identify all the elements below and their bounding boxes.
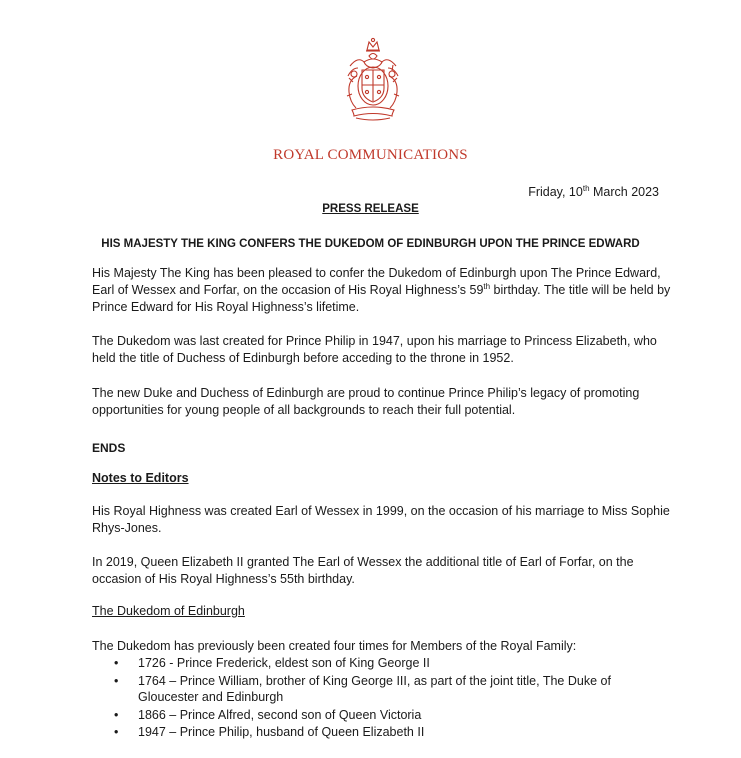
paragraph-announcement [92,265,672,316]
list-item [92,673,672,706]
dukedom-list [92,655,672,742]
announcement-text-before: His Majesty The King has been pleased to confer the Dukedom of Edinburgh upon The Prince Edward, Earl of Wessex and Forfar, on the occasion of His Royal Highness’s 59 [92,266,661,297]
ends-marker: ENDS [92,441,126,455]
date-suffix: March 2023 [589,185,659,200]
list-item-text: 1947 – Prince Philip, husband of Queen Elizabeth II [138,725,425,739]
royal-coat-of-arms-icon [340,36,406,122]
organisation-title: ROYAL COMMUNICATIONS [273,147,468,163]
paragraph-history: The Dukedom was last created for Prince Philip in 1947, upon his marriage to Princess Elizabeth, who held the title of Duchess of Edinburgh before acceding to the throne in 1952. [92,334,657,365]
list-item [92,655,672,672]
list-item-text: 1726 - Prince Frederick, eldest son of King George II [138,656,430,670]
list-item-text: 1764 – Prince William, brother of King George III, as part of the joint title, The Duke of Gloucester and Edinburgh [138,673,611,704]
dukedom-intro: The Dukedom has previously been created four times for Members of the Royal Family: [92,639,577,653]
note-earl-of-forfar: In 2019, Queen Elizabeth II granted The Earl of Wessex the additional title of Earl of Forfar, on the occasion of His Royal Highness’s 55th birthday. [92,555,634,586]
list-item [92,724,672,741]
notes-to-editors-heading: Notes to Editors [92,471,189,485]
paragraph-legacy: The new Duke and Duchess of Edinburgh are proud to continue Prince Philip’s legacy of promoting opportunities for young people of all backgrounds to reach their full potential. [92,386,640,417]
announcement-text-after: birthday. The title will be held by Prince Edward for His Royal Highness’s lifetime. [92,283,671,314]
bullet: • [114,656,119,670]
headline: HIS MAJESTY THE KING CONFERS THE DUKEDOM OF EDINBURGH UPON THE PRINCE EDWARD [101,238,640,250]
note-earl-of-wessex: His Royal Highness was created Earl of Wessex in 1999, on the occasion of his marriage to Miss Sophie Rhys-Jones. [92,504,670,535]
release-date [528,184,659,199]
bullet: • [114,707,119,722]
date-prefix: Friday, 10 [528,185,583,200]
bullet: • [114,673,119,688]
press-release-label: PRESS RELEASE [322,203,419,215]
list-item [92,707,672,724]
bullet: • [114,725,119,739]
list-item-text: 1866 – Prince Alfred, second son of Queen Victoria [138,707,422,722]
dukedom-heading: The Dukedom of Edinburgh [92,604,245,618]
date-ordinal: th [582,184,590,193]
announcement-ordinal: th [483,281,491,291]
